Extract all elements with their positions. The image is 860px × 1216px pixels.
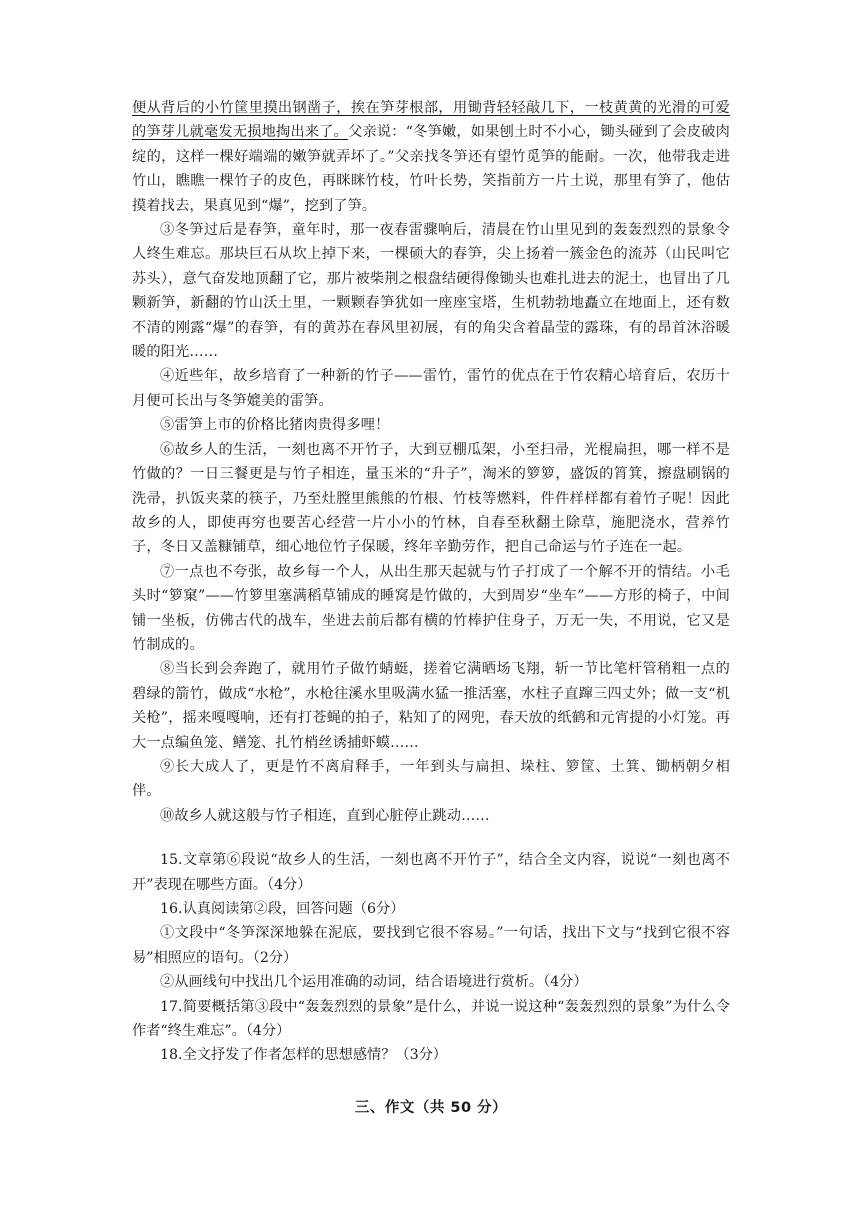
paragraph-3: ③冬笋过后是春笋，童年时，那一夜春雷骤响后，清晨在竹山里见到的轰轰烈烈的景象令人终生难忘。那块巨石从坎上掉下来，一棵硕大的春笋，尖上扬着一簇金色的流苏（山民叫它苏头），意气奋发地顶翻了它，那片被柴荆之根盘结硬得像锄头也难扎进去的泥土，也冒出了几颗新笋，新翻的竹山沃土里，一颗颗春笋犹如一座座宝塔，生机勃勃地矗立在地面上，还有数不清的刚露“爆”的春笋，有的黄苏在春风里初展，有的角尖含着晶莹的露珠，有的昂首沐浴暖暖的阳光…… — [132, 222, 730, 361]
question-16: 16.认真阅读第②段，回答问题（6分） — [160, 901, 405, 917]
paragraph-2-rest: 父亲说：“冬笋嫩，如果刨土时不小心，锄头碰到了会皮破肉绽的，这样一棵好端端的嫩笋就弄坏了。”父亲找冬笋还有望竹觅笋的能耐。一次，他带我走进竹山，瞧瞧一棵竹子的皮色，再眯眯竹枝，竹叶长势，笑指前方一片土说，那里有笋了，他估摸着找去，果真见到“爆”，挖到了笋。 — [132, 124, 730, 214]
question-15: 15.文章第⑥段说“故乡人的生活，一刻也离不开竹子”，结合全文内容，说说“一刻也离不开”表现在哪些方面。（4分） — [132, 852, 730, 893]
paragraph-9: ⑨长大成人了，更是竹不离肩释手，一年到头与扁担、垛柱、箩筐、土箕、锄柄朝夕相伴。 — [132, 758, 730, 800]
section-title-composition: 三、作文（共 50 分） — [354, 1099, 508, 1116]
question-16-part-2: ②从画线句中找出几个运用准确的动词，结合语境进行赏析。（4分） — [160, 974, 588, 991]
paragraph-7: ⑦一点也不夸张，故乡每一个人，从出生那天起就与竹子打成了一个解不开的情结。小毛头时“箩窠”——竹箩里塞满稻草铺成的睡窝是竹做的，大到周岁“坐车”——方形的椅子，中间铺一坐板，仿佛古代的战车，坐进去前后都有横的竹棒护住身子，万无一失，不用说，它又是竹制成的。 — [132, 563, 730, 653]
paragraph-2-tail — [132, 96, 730, 218]
question-17: 17.简要概括第③段中“轰轰烈烈的景象”是什么，并说一说这种“轰轰烈烈的景象”为什么令作者“终生难忘”。（4分） — [132, 998, 730, 1040]
underlined-sentence: 便从背后的小竹筐里摸出钢凿子，挨在笋芽根部，用锄背轻轻敲几下，一枝黄黄的光滑的可爱的笋芽儿就毫发无损地掏出来了。 — [132, 100, 730, 141]
question-16-part-1: ①文段中“冬笋深深地躲在泥底，要找到它很不容易。”一句话，找出下文与“找到它很不容易”相照应的语句。（2分） — [132, 925, 730, 966]
paragraph-4: ④近些年，故乡培育了一种新的竹子——雷竹，雷竹的优点在于竹农精心培育后，农历十月便可长出与冬笋媲美的雷笋。 — [132, 368, 730, 409]
paragraph-6: ⑥故乡人的生活，一刻也离不开竹子，大到豆棚瓜架，小至扫帚，光棍扁担，哪一样不是竹做的？一日三餐更是与竹子相连，量玉米的“升子”，淘米的箩箩，盛饭的筲箕，擦盘刷锅的洗帚，扒饭夹菜的筷子，乃至灶膛里熊熊的竹根、竹枝等燃料，件件样样都有着竹子呢！因此故乡的人，即使再穷也要苦心经营一片小小的竹林，自春至秋翻土除草，施肥浇水，营养竹子，冬日又盖糠铺草，细心地位竹子保暖，终年辛勤劳作，把自己命运与竹子连在一起。 — [132, 441, 730, 556]
paragraph-5: ⑤雷笋上市的价格比猪肉贵得多哩！ — [160, 417, 390, 434]
question-list — [132, 848, 730, 1068]
exam-page — [132, 96, 730, 1120]
question-18: 18.全文抒发了作者怎样的思想感情？（3分） — [160, 1047, 447, 1064]
paragraph-8: ⑧当长到会奔跑了，就用竹子做竹蜻蜓，搓着它满晒场飞翔，斩一节比笔杆管稍粗一点的碧绿的箭竹，做成“水枪”，水枪往溪水里吸满水猛一推活塞，水柱子直蹿三四丈外；做一支“机关枪”，摇来嘎嘎响，还有打苍蝇的拍子，粘知了的网兜，春天放的纸鹤和元宵提的小灯笼。再大一点编鱼笼、鳝笼、扎竹梢丝诱捕虾蟆…… — [132, 661, 730, 751]
paragraph-10: ⑩故乡人就这般与竹子相连，直到心脏停止跳动…… — [160, 807, 490, 824]
